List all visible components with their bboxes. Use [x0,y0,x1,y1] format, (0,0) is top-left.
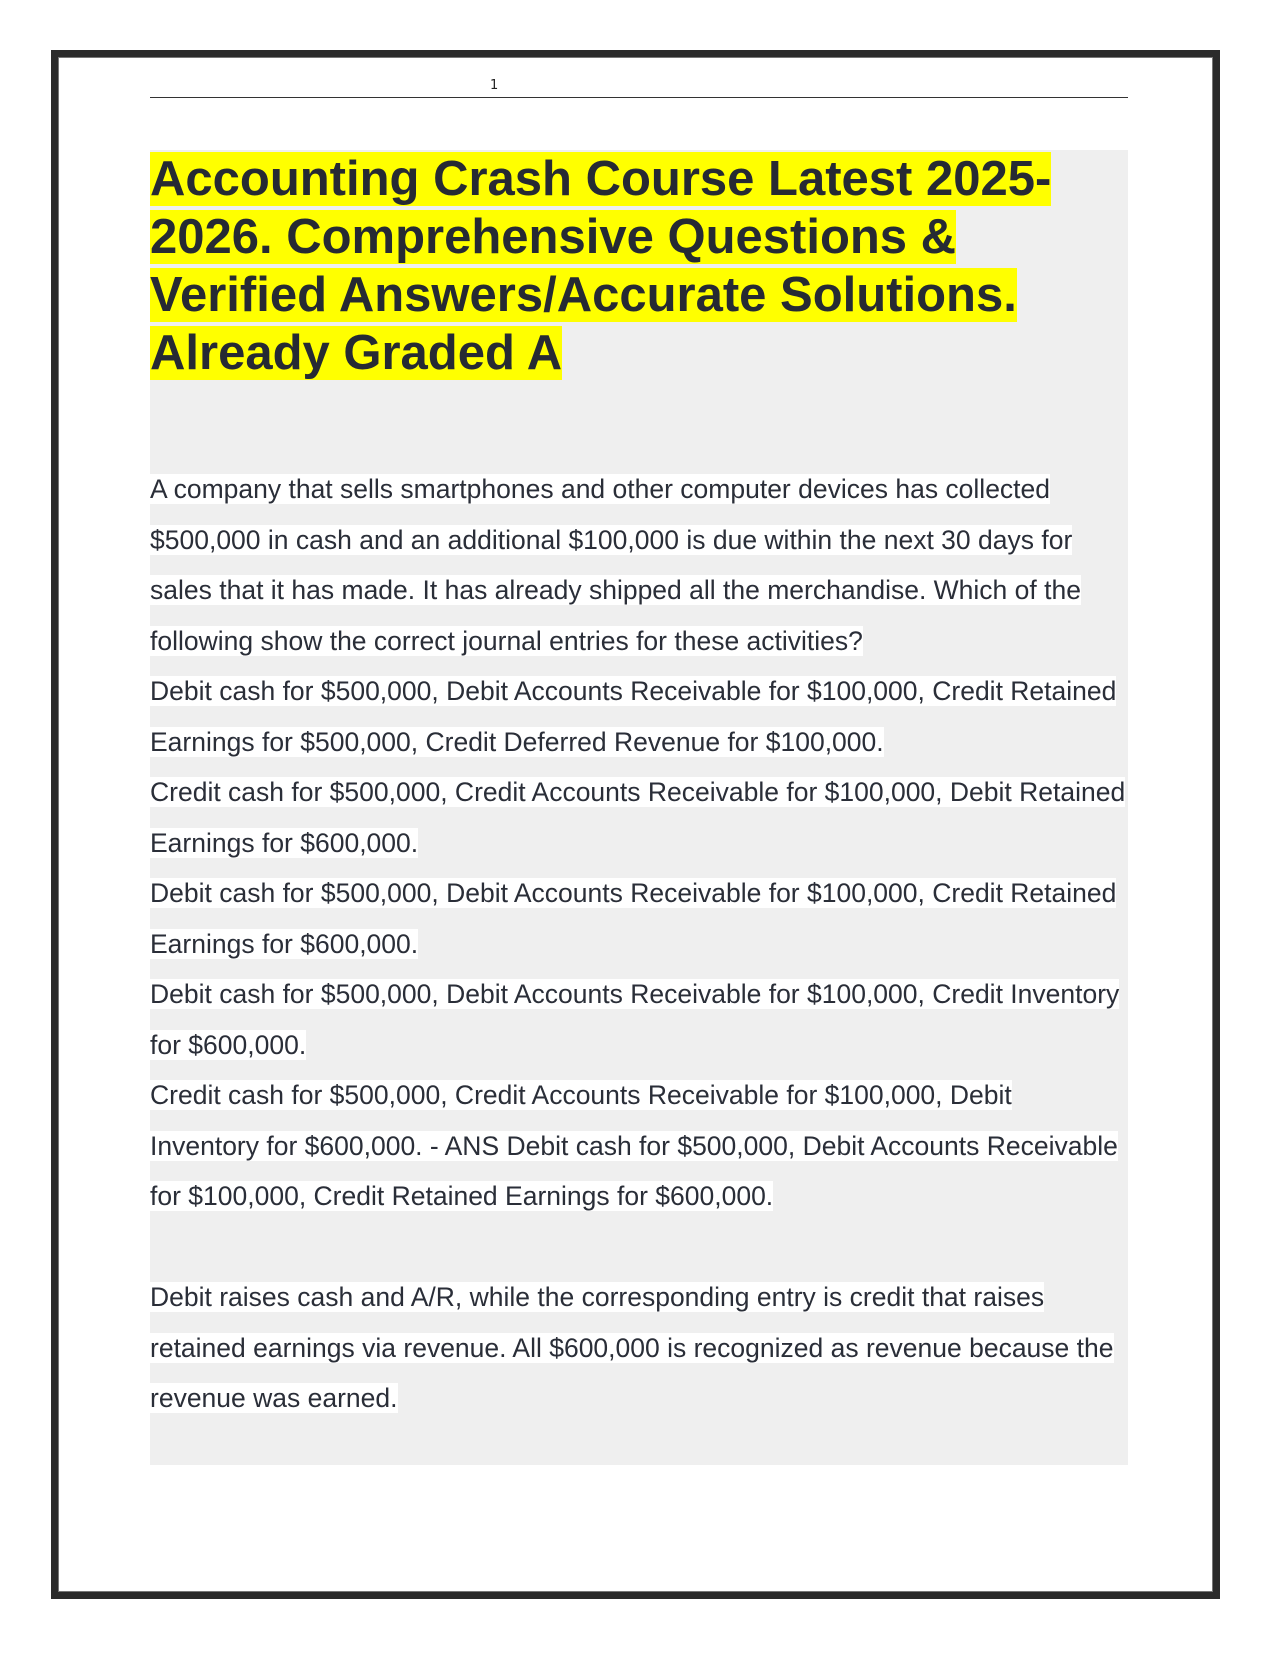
option-text: Credit cash for $500,000, Credit Accounts Receivable for $100,000, Debit Inventory for $600,000. - ANS Debit cash for $500,000, Debit Accounts Receivable for $100,000, Credit Retained Earnings for $600,000. [150,1080,1118,1211]
option-paragraph-with-answer [150,1070,1128,1222]
page-number: 1 [490,78,499,93]
option-text: Debit cash for $500,000, Debit Accounts Receivable for $100,000, Credit Inventory for $600,000. [150,979,1120,1060]
option-paragraph [150,767,1128,868]
option-paragraph [150,868,1128,969]
question-paragraph [150,464,1128,666]
document-title [150,150,1090,382]
explanation-paragraph [150,1272,1128,1424]
option-paragraph [150,969,1128,1070]
title-highlight: Accounting Crash Course Latest 2025-2026. Comprehensive Questions & Verified Answers/Accurate Solutions. Already Graded A [150,152,1052,380]
header-rule [150,97,1128,98]
explanation-text: Debit raises cash and A/R, while the corresponding entry is credit that raises retained earnings via revenue. All $600,000 is recognized as revenue because the revenue was earned. [150,1282,1114,1413]
option-paragraph [150,666,1128,767]
document-body [150,464,1128,1424]
option-text: Debit cash for $500,000, Debit Accounts Receivable for $100,000, Credit Retained Earnings for $600,000. [150,878,1117,959]
paragraph-spacer [150,1222,1128,1273]
question-text: A company that sells smartphones and other computer devices has collected $500,000 in cash and an additional $100,000 is due within the next 30 days for sales that it has made. It has already shipped all the merchandise. Which of the following show the correct journal entries for these activities? [150,474,1081,656]
option-text: Credit cash for $500,000, Credit Accounts Receivable for $100,000, Debit Retained Earnings for $600,000. [150,777,1126,858]
option-text: Debit cash for $500,000, Debit Accounts Receivable for $100,000, Credit Retained Earnings for $500,000, Credit Deferred Revenue for $100,000. [150,676,1117,757]
